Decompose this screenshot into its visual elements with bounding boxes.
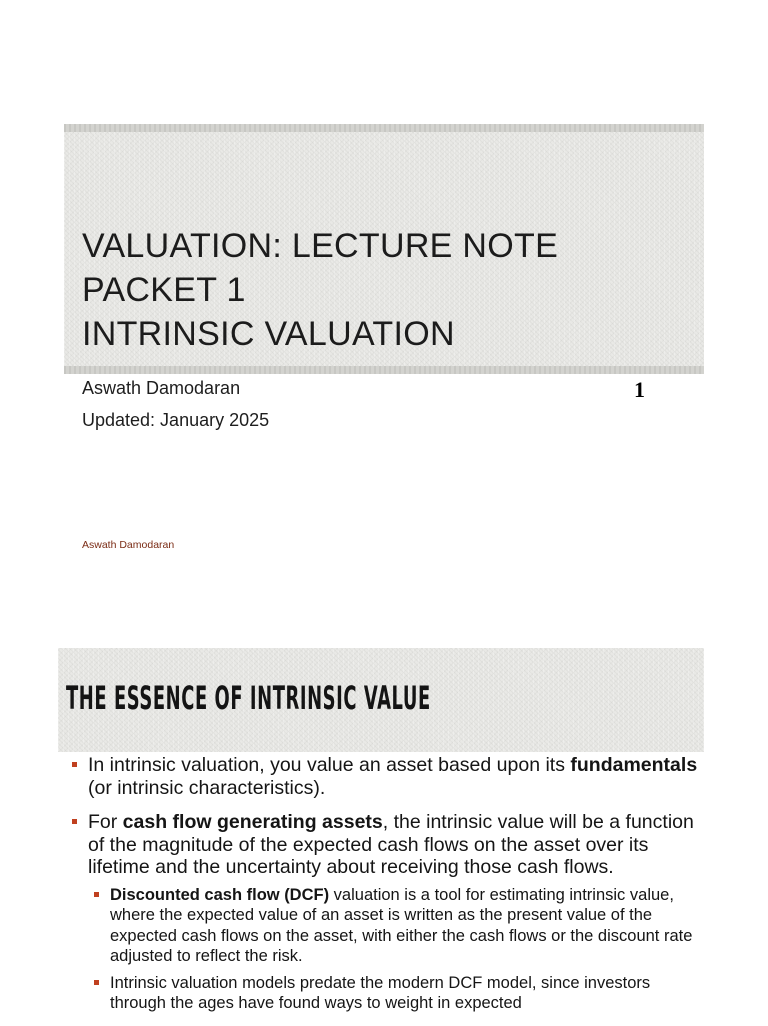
bullet-bold-text: Discounted cash flow (DCF) xyxy=(110,885,330,904)
sub-bullet-list xyxy=(88,885,702,1014)
bullet-bold-text: fundamentals xyxy=(570,754,698,776)
slide-number: 1 xyxy=(634,377,645,402)
bullet-square-icon xyxy=(72,819,77,824)
bullet-square-icon xyxy=(94,892,99,897)
author-name: Aswath Damodaran xyxy=(82,378,241,398)
bullet-text: , the intrinsic value will be a function of the magnitude of the expected cash flows on the asset over its lifetime and the uncertainty about receiving those cash flows. xyxy=(88,811,694,878)
slide-title-line: INTRINSIC VALUATION xyxy=(82,315,455,353)
bullet-text: valuation is a tool for estimating intrinsic value, where the expected value of an asset is written as the present value of the expected cash flows on the asset, with either the cash flows or the discount rate adjusted to reflect the risk. xyxy=(110,885,693,965)
band-top-edge xyxy=(64,124,704,132)
list-item xyxy=(72,754,702,799)
bullet-list xyxy=(72,754,702,1026)
bullet-text: For xyxy=(88,811,123,833)
section-title: THE ESSENCE OF INTRINSIC VALUE xyxy=(66,679,431,717)
bullet-square-icon xyxy=(72,762,77,767)
updated-date: Updated: January 2025 xyxy=(82,410,270,430)
bullet-text: In intrinsic valuation, you value an asset based upon its xyxy=(88,754,571,776)
list-item xyxy=(72,811,702,1014)
bullet-square-icon xyxy=(94,980,99,985)
slide-title-line: PACKET 1 xyxy=(82,271,246,309)
bullet-text: Intrinsic valuation models predate the modern DCF model, since investors through the ages have found ways to weight in expected xyxy=(110,973,651,1012)
bullet-text: (or intrinsic characteristics). xyxy=(88,776,326,799)
slide-title-line: VALUATION: LECTURE NOTE xyxy=(82,227,559,265)
list-item xyxy=(88,885,702,967)
band-bottom-edge xyxy=(64,366,704,374)
slide-title xyxy=(82,224,682,356)
list-item xyxy=(88,973,702,1014)
slide-footer: Aswath Damodaran xyxy=(82,539,175,551)
bullet-bold-text: cash flow generating assets xyxy=(122,811,383,833)
